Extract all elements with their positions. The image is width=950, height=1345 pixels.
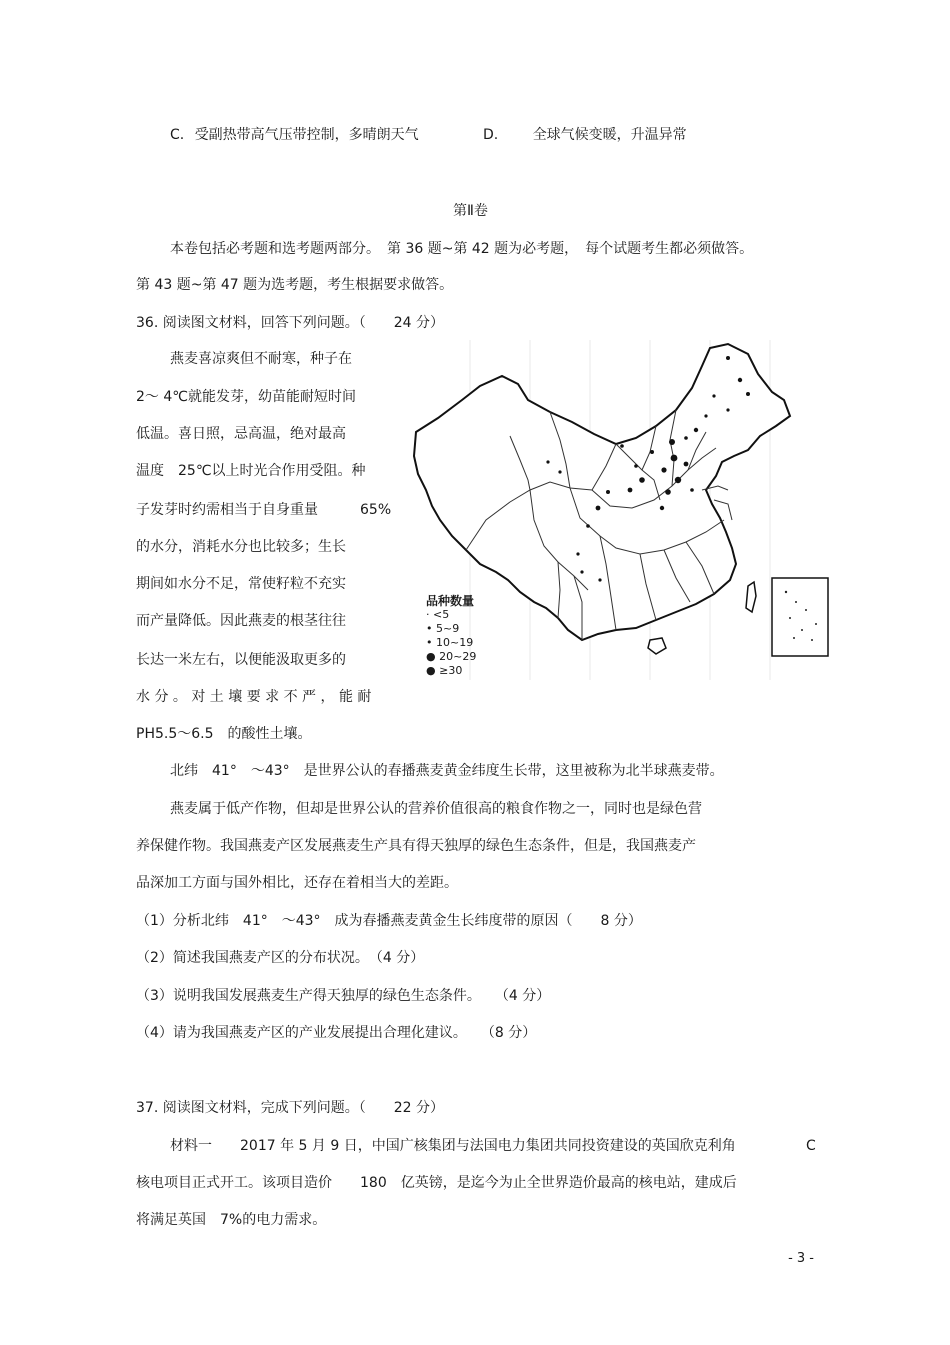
- q36-side-line: 子发芽时约需相当于自身重量 65%: [136, 502, 392, 518]
- q36-para-line: 品深加工方面与国外相比，还存在着相当大的差距。: [136, 875, 458, 891]
- intro-line-2: 第 43 题~第 47 题为选考题，考生根据要求做答。: [136, 277, 454, 293]
- q36-side-line: 的水分，消耗水分也比较多；生长: [136, 539, 346, 555]
- page-number: - 3 -: [788, 1251, 814, 1266]
- q36-subquestion-2: （2）简述我国燕麦产区的分布状况。 （4 分）: [136, 950, 425, 966]
- q36-side-line: PH5.5～6.5 的酸性土壤。: [136, 726, 312, 742]
- q36-subquestion-3: （3）说明我国发展燕麦生产得天独厚的绿色生态条件。 （4 分）: [136, 988, 551, 1004]
- legend-item: ● ≥30: [426, 664, 463, 677]
- q36-side-line: 长达一米左右，以便能汲取更多的: [136, 652, 346, 668]
- option-d-text: 全球气候变暖，升温异常: [532, 127, 687, 143]
- legend-item: · <5: [426, 608, 450, 621]
- legend-item: • 5~9: [426, 622, 460, 635]
- option-c-text: 受副热带高气压带控制，多晴朗天气: [194, 127, 419, 143]
- q36-heading: 36. 阅读图文材料，回答下列问题。（ 24 分）: [136, 315, 444, 331]
- option-c-label: C.: [170, 127, 185, 143]
- q36-side-line: 低温。喜日照，忌高温，绝对最高: [136, 426, 346, 442]
- q37-line: 核电项目正式开工。该项目造价 180 亿英镑，是迄今为止全世界造价最高的核电站，建成后: [136, 1175, 737, 1191]
- q36-subquestion-4: （4）请为我国燕麦产区的产业发展提出合理化建议。 （8 分）: [136, 1025, 537, 1041]
- q36-subquestion-1: （1）分析北纬 41° ～43° 成为春播燕麦黄金生长纬度带的原因（ 8 分）: [136, 913, 642, 929]
- legend-item: ● 20~29: [426, 650, 477, 663]
- q36-side-line: 燕麦喜凉爽但不耐寒，种子在: [170, 351, 352, 367]
- map-legend: [426, 594, 476, 678]
- q36-para-line: 养保健作物。我国燕麦产区发展燕麦生产具有得天独厚的绿色生态条件，但是，我国燕麦产: [136, 838, 696, 854]
- q37-trailing-c: C: [806, 1138, 816, 1154]
- q36-side-line: 而产量降低。因此燕麦的根茎往往: [136, 613, 346, 629]
- option-c: [170, 125, 419, 145]
- option-d-label: D.: [483, 127, 499, 143]
- q36-side-line: 温度 25℃以上时光合作用受阻。种: [136, 463, 366, 479]
- q36-para-line: 北纬 41° ～43° 是世界公认的春播燕麦黄金纬度生长带，这里被称为北半球燕麦带。: [170, 763, 724, 779]
- q37-heading: 37. 阅读图文材料，完成下列问题。（ 22 分）: [136, 1100, 444, 1116]
- q37-line: 材料一 2017 年 5 月 9 日，中国广核集团与法国电力集团共同投资建设的英国欣克利角: [170, 1138, 736, 1154]
- section-title: 第Ⅱ卷: [453, 203, 488, 219]
- intro-line-1: 本卷包括必考题和选考题两部分。 第 36 题~第 42 题为必考题， 每个试题考生都必须做答。: [170, 241, 754, 257]
- q36-para-line: 燕麦属于低产作物，但却是世界公认的营养价值很高的粮食作物之一，同时也是绿色营: [170, 801, 702, 817]
- q36-side-line: 水 分 。 对 土 壤 要 求 不 严 ， 能 耐: [136, 689, 372, 705]
- q36-side-line: 期间如水分不足，常使籽粒不充实: [136, 576, 346, 592]
- legend-item: • 10~19: [426, 636, 474, 649]
- q36-side-line: 2～ 4℃就能发芽，幼苗能耐短时间: [136, 389, 356, 405]
- legend-title: 品种数量: [426, 594, 475, 608]
- q37-line: 将满足英国 7%的电力需求。: [136, 1212, 327, 1228]
- option-d: [483, 125, 687, 145]
